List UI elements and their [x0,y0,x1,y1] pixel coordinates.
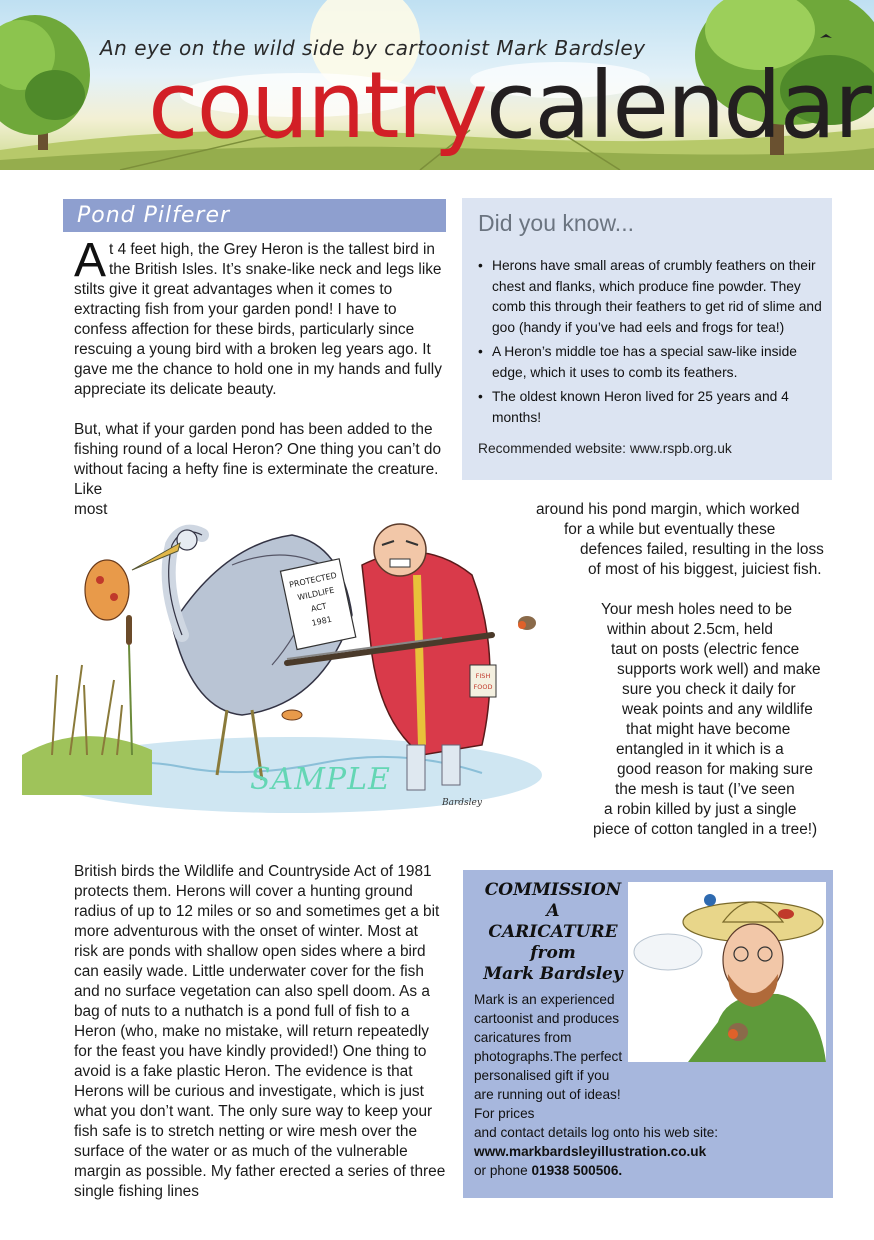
sample-watermark: SAMPLE [250,762,391,797]
commission-body: Mark is an experienced cartoonist and produces caricatures from photographs.The perfect personalised gift if you are running out of ideas! For prices [474,992,623,1121]
commission-title-line: CARICATURE [488,922,618,942]
commission-contact [474,1123,824,1180]
food-label: FISH [475,672,491,680]
caricature-illustration [628,882,826,1062]
wrap-line: the mesh is taut (I’ve seen [615,781,795,798]
wrap-line: within about 2.5cm, held [607,621,773,638]
article-paragraph-2: But, what if your garden pond has been added to the fishing round of a local Heron? One thing you can’t do without facing a hefty fine is exterminate the creature. Like [74,421,442,498]
commission-title-line: Mark Bardsley [483,964,623,984]
commission-box [463,870,833,1198]
commission-title-line: from [530,943,576,963]
fish [85,560,129,620]
article-word-most: most [74,501,108,518]
commission-title-line: A [546,901,560,921]
did-you-know-facts [478,256,823,432]
wrap-line: defences failed, resulting in the loss [580,541,824,558]
wrap-line: for a while but eventually these [564,521,776,538]
masthead-calendar: calendar [485,52,870,159]
sign-line: PROTECTED [288,570,338,590]
tagline: An eye on the wild side by cartoonist Mark Bardsley [100,36,646,60]
did-you-know-title: Did you know... [478,210,634,236]
article-paragraph-3: British birds the Wildlife and Countryside Act of 1981 protects them. Herons will cover a hunting ground radius of up to 12 miles or so and sometimes get a bit more adventurous with the onset of winter. Most at risk are ponds with shallow open sides where a bird can easily wade. Little underwater cover for the fish and no surface vegetation can also spell doom. As a bag of nuts to a nuthatch is a pond full of fish to a Heron (who, make no mistake, will return repeatedly for the feast you have kindly provided!) One thing to avoid is a fake plastic Heron. The evidence is that Herons will be curious and investigate, which is just what you don’t want. The only sure way to keep your fish safe is to stretch netting or wire mesh over the surface of the water or as much of the vulnerable margin as possible. My father erected a series of three single fishing lines [74,863,446,1200]
sign-line: 1981 [310,614,333,628]
commission-contact-intro: and contact details log onto his web site: [474,1125,719,1140]
recommended-website: Recommended website: www.rspb.org.uk [478,441,732,456]
commission-website-link[interactable]: www.markbardsleyillustration.co.uk [474,1144,707,1159]
wrap-line: Your mesh holes need to be [601,601,793,618]
wrap-line: around his pond margin, which worked [536,501,800,518]
wrap-line: good reason for making sure [617,761,813,778]
artist-signature: Bardsley [442,798,482,808]
man-head [374,524,426,576]
commission-phone: 01938 500506. [531,1163,623,1178]
sign-line: ACT [310,601,328,614]
drop-cap: A [74,234,107,287]
article-title: Pond Pilferer [63,199,446,232]
fish-food-tin [470,665,496,697]
fact-item: • A Heron’s middle toe has a special saw-like inside edge, which it uses to comb its feathers. [478,342,823,383]
wrap-line: entangled in it which is a [616,741,784,758]
masthead-title [148,52,870,159]
fact-item: • Herons have small areas of crumbly feathers on their chest and flanks, which produce fine powder. They comb this through their feathers to get rid of slime and goo (handy if you’ve had eels and frogs for tea!) [478,256,823,338]
wrap-line: sure you check it daily for [622,681,796,698]
commission-title-line: COMMISSION [484,880,622,900]
masthead-country: country [148,52,486,159]
wrap-line: supports work well) and make [617,661,821,678]
article-intro [74,234,446,400]
wrap-line: of most of his biggest, juiciest fish. [588,561,822,578]
commission-phone-prefix: or phone [474,1163,532,1178]
header-banner [0,0,874,170]
wrap-line: that might have become [626,721,791,738]
wrap-line: weak points and any wildlife [622,701,813,718]
food-label: FOOD [473,683,493,691]
commission-title [473,880,633,985]
sign-line: WILDLIFE [296,585,336,603]
man-robe [362,552,490,755]
wrap-line: taut on posts (electric fence [611,641,800,658]
wrap-line: piece of cotton tangled in a tree!) [593,821,818,838]
fact-item: • The oldest known Heron lived for 25 years and 4 months! [478,387,823,428]
wrap-line: a robin killed by just a single [604,801,797,818]
article-intro-text: t 4 feet high, the Grey Heron is the tallest bird in the British Isles. It’s snake-like neck and legs like stilts give it great advantages when it comes to extracting fish from your garden pond! I have to confess affection for these birds, particularly since rescuing a young bird with a broken leg years ago. It gave me the chance to hold one in my hands and fully appreciate its delicate beauty. [74,241,442,398]
did-you-know-box [462,198,832,480]
